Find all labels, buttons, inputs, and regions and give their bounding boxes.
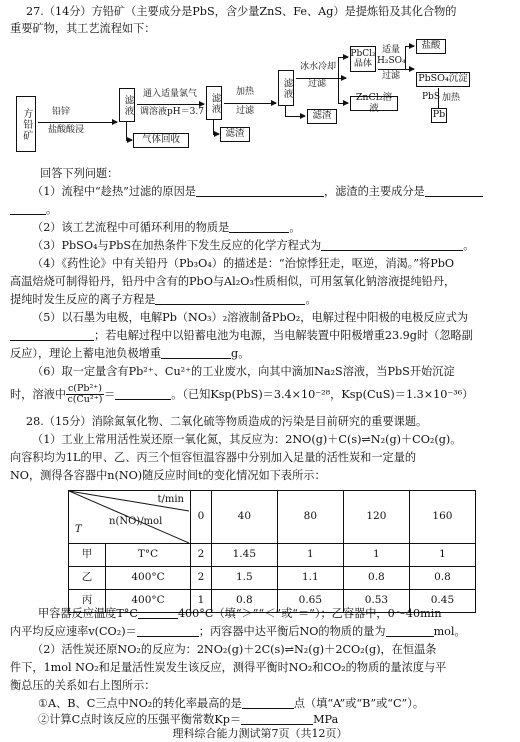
flow-arrow-3 — [224, 103, 276, 104]
cell: 1.45 — [211, 544, 277, 567]
q27-p1-blank[interactable] — [196, 184, 324, 197]
cell: 1 — [277, 544, 343, 567]
q28-temp-blank[interactable] — [138, 606, 178, 619]
flow-arrow-1 — [38, 122, 117, 123]
q27-p3-blank[interactable] — [321, 238, 463, 251]
q28-part5: ②计算C点时该反应的压强平衡常数Kp＝ MPa — [38, 713, 339, 726]
answer-intro: 回答下列问题： — [40, 167, 119, 180]
flow-pbs-label: PbS — [422, 92, 440, 102]
flow-filter3-label: 过滤 — [382, 71, 401, 81]
flow-pbcl2-box: PbCl₂晶体 — [350, 46, 376, 72]
flow-step1b: 盐酸酸浸 — [48, 125, 85, 135]
q27-header-2: 重要矿物，其工艺流程如下： — [10, 22, 156, 35]
time-0: 0 — [191, 491, 212, 544]
flow-to-zncl2 — [338, 103, 348, 104]
n-label: n(NO)/mol — [109, 516, 163, 527]
q27-part5c: 反应），理论上蓄电池负极增重 g。 — [10, 347, 250, 360]
q27-p6-blank[interactable] — [115, 387, 171, 400]
flow-heat2-label: 加热 — [442, 93, 461, 103]
flow-hcl-box: 盐酸 — [416, 39, 446, 54]
flow-residue2-box: 滤渣 — [307, 109, 337, 124]
cell: 2 — [191, 567, 212, 590]
flow-hcl-line — [405, 46, 406, 69]
q27-part4b: 高温焙烧可制得铅丹，铅丹中含有的PbO与Al₂O₃性质相似，可用氢氧化钠溶液提纯铅丹， — [10, 275, 456, 288]
flow-pb-line — [438, 88, 439, 108]
no-amount-table — [68, 490, 476, 613]
q28-part4: ①A、B、C三点中NO₂的转化率最高的是 点（填“A”或“B”或“C”）。 — [38, 697, 425, 710]
table-header-diagonal — [69, 491, 191, 544]
flow-residue2-line — [285, 106, 286, 116]
page-footer: 理科综合能力测试第7页（共12页） — [172, 727, 348, 740]
flow-step1a: 铅锌 — [52, 107, 71, 117]
q28-amount-blank[interactable] — [386, 624, 434, 637]
flow-filter2-label: 过滤 — [308, 79, 327, 89]
flow-pb-box: Pb — [431, 108, 447, 123]
time-80: 80 — [277, 491, 343, 544]
flow-residue1-arrow — [213, 134, 219, 135]
row-name: 丙 — [69, 590, 106, 613]
q28-header: 28.（15分）消除氮氧化物、二氧化硫等物质造成的污染是目前研究的重要课题。 — [26, 415, 428, 428]
flow-to-pbcl2 — [338, 57, 348, 58]
cell: 0.8 — [409, 567, 475, 590]
q27-p1b-blank[interactable] — [425, 184, 483, 197]
q27-p1c-blank[interactable] — [10, 202, 46, 215]
t-label: t/min — [157, 494, 184, 505]
flow-zncl2-box: ZnCl₂溶液 — [350, 96, 398, 111]
cell: 1 — [191, 590, 212, 613]
q28-point-blank[interactable] — [242, 696, 294, 709]
cell: 0.65 — [277, 590, 343, 613]
flow-arrow-5 — [378, 69, 414, 70]
q27-part5a: （5）以石墨为电极，电解Pb（NO₃）₂溶液制备PbO₂，电解过程中阳极的电极反应式为 — [32, 311, 469, 324]
flow-h2so4-b: H₂SO₄ — [377, 56, 406, 66]
cell: 0.45 — [409, 590, 475, 613]
concentration-ratio: $\frac{\text{c(Pb²⁺)}}{\text{c(Cu²⁺)}}$ — [67, 383, 103, 406]
flow-h2so4-a: 适量 — [382, 45, 401, 55]
flow-filter-label: 过滤 — [236, 106, 255, 116]
q27-part5b: ；若电解过程中以铅蓄电池为电源，当电解装置中阳极增重23.9g时（忽略副 — [10, 328, 473, 345]
q28-part1a: （1）工业上常用活性炭还原一氧化氮，其反应为：2NO(g)＋C(s)⇌N₂(g)＋CO₂(g)。 — [32, 433, 462, 446]
q28-part1c: NO，测得各容器中n(NO)随反应时间t的变化情况如下表所示： — [10, 469, 326, 482]
cell: 1 — [343, 544, 409, 567]
q28-part3b: 件下，1mol NO₂和足量活性炭发生该反应，测得平衡时NO₂和CO₂的物质的量浓度与平 — [10, 661, 447, 674]
flow-heat-label: 加热 — [236, 87, 255, 97]
q28-rate-blank[interactable] — [137, 624, 199, 637]
q27-p5c-blank[interactable] — [161, 346, 231, 359]
T-label: T — [75, 524, 82, 535]
flow-filtrate1-box: 滤液 — [119, 88, 135, 122]
time-160: 160 — [409, 491, 475, 544]
q27-part6a: （6）取一定量含有Pb²⁺、Cu²⁺的工业废水，向其中滴加Na₂S溶液，当PbS开始沉淀 — [32, 365, 455, 378]
q28-part3c: 衡总压的关系如右上图所示： — [10, 679, 156, 692]
q27-part2: （2）该工艺流程中可循环利用的物质是 。 — [32, 221, 301, 234]
flow-residue2-arrow — [285, 116, 305, 117]
cell: 0.53 — [343, 590, 409, 613]
q27-part1: （1）流程中“趁热”过滤的原因是 ，滤渣的主要成分是 — [32, 184, 483, 201]
flow-residue1-box: 滤渣 — [220, 127, 250, 142]
cell: 2 — [191, 544, 212, 567]
table-row — [69, 567, 476, 590]
flow-step2a: 通入适量氯气 — [143, 89, 198, 99]
flow-step2b: 调溶液pH＝3.7 — [140, 107, 204, 117]
q27-header: 27.（14分）方铅矿（主要成分是PbS，含少量ZnS、Fe、Ag）是提炼铅及其化合物的 — [26, 5, 457, 18]
flow-pbso4-box: PbSO₄沉淀 — [416, 72, 470, 87]
q27-part6b: 时，溶液中 $\frac{\text{c(Pb²⁺)}}{\text{c(Cu²⁺)}}$ ＝ 。（已知Ksp(PbS)＝3.4×10⁻²⁸，Ksp(CuS)＝1.3×10⁻³⁶） — [10, 383, 474, 406]
cell: 1 — [409, 544, 475, 567]
q27-part4a: （4）《药性论》中有关铅丹（Pb₃O₄）的描述是：“治惊悸狂走，呕逆，消渴。”将PbO — [32, 257, 455, 270]
q27-p2-blank[interactable] — [229, 220, 289, 233]
cell: 1.5 — [211, 567, 277, 590]
q28-part3a: （2）活性炭还原NO₂的反应为：2NO₂(g)＋2C(s)⇌N₂(g)＋2CO₂(g)，在恒温条 — [32, 643, 437, 656]
flow-ice-label: 冰水冷却 — [300, 62, 337, 72]
q28-part2a: 甲容器反应温度T°C 400°C（填“＞”“＜”或“＝”）；乙容器中，0～40min — [38, 607, 442, 620]
q27-part4c: 提纯时发生反应的离子方程是 。 — [10, 293, 317, 306]
flow-gas-arrow — [126, 140, 132, 141]
row-name: 甲 — [69, 544, 106, 567]
flow-gas-box: 气体回收 — [133, 133, 189, 148]
flow-arrow-2 — [137, 104, 204, 105]
q27-part3: （3）PbSO₄与PbS在加热条件下发生反应的化学方程式为 。 — [32, 239, 475, 252]
q27-p5-blank[interactable] — [10, 328, 94, 341]
q27-part1-cont: 。 — [10, 202, 57, 219]
flow-split-line — [338, 57, 339, 103]
time-120: 120 — [343, 491, 409, 544]
q27-p4-blank[interactable] — [155, 292, 305, 305]
flow-hot-filtrate-box: 滤液 — [278, 70, 294, 106]
flow-filtrate2-box: 滤液 — [206, 86, 222, 120]
table-row — [69, 544, 476, 567]
cell: 0.8 — [211, 590, 277, 613]
row-temp: 400°C — [106, 590, 191, 613]
row-temp: T°C — [106, 544, 191, 567]
row-temp: 400°C — [106, 567, 191, 590]
cell: 0.8 — [343, 567, 409, 590]
time-40: 40 — [211, 491, 277, 544]
q28-part1b: 向容积均为1L的甲、乙、丙三个恒容恒温容器中分别加入足量的活性炭和一定量的 — [10, 451, 417, 464]
q28-kp-blank[interactable] — [241, 712, 313, 725]
flow-to-hcl — [405, 46, 414, 47]
cell: 1.1 — [277, 567, 343, 590]
q28-part2b: 内平均反应速率v(CO₂)＝ ；丙容器中达平衡后NO的物质的量为 mol。 — [10, 625, 466, 638]
row-name: 乙 — [69, 567, 106, 590]
flow-ore-box: 方铅矿 — [16, 96, 36, 152]
